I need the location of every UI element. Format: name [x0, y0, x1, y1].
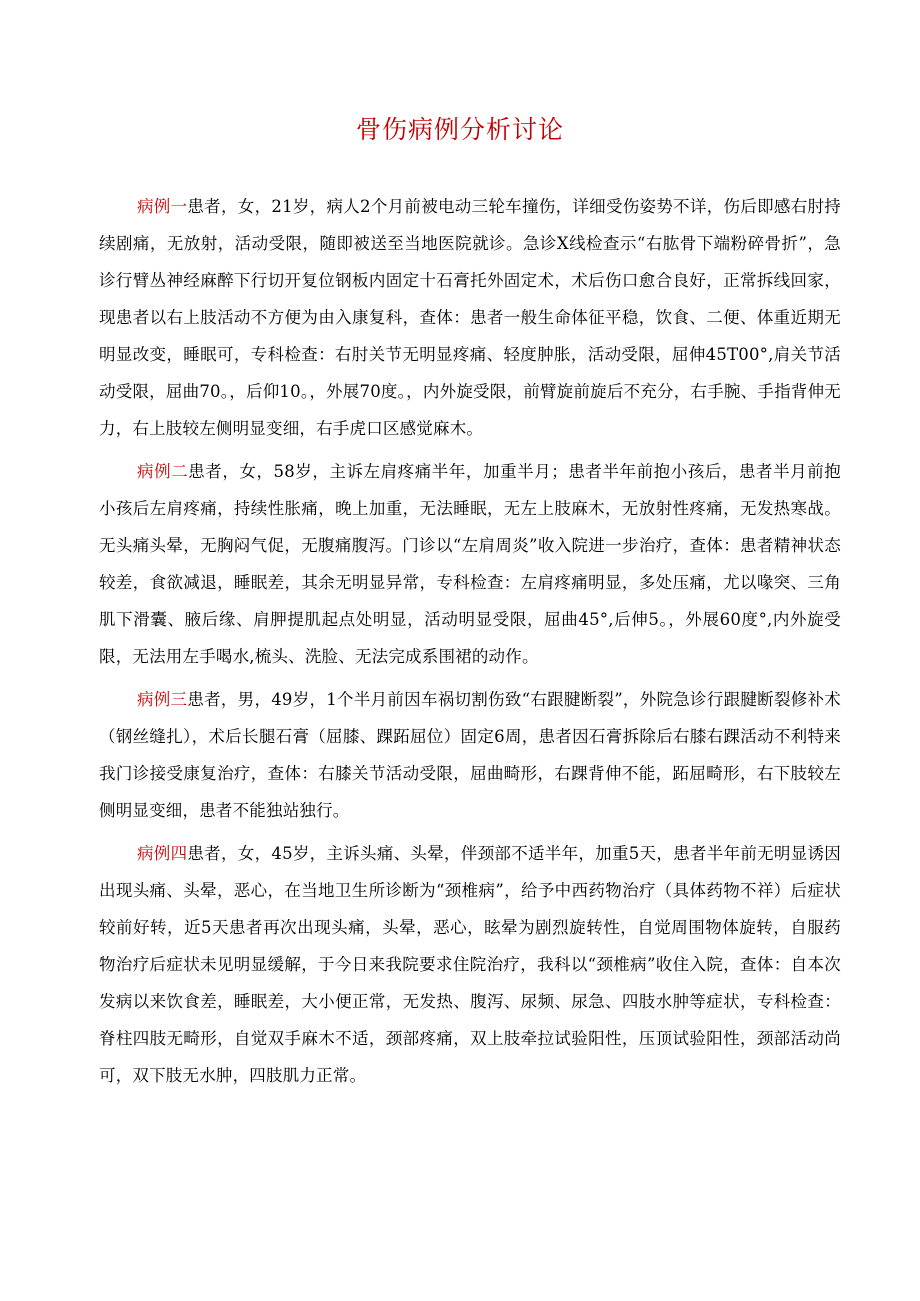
- case-text: 患者，女，21岁，病人2个月前被电动三轮车撞伤，详细受伤姿势不详，伤后即感右肘持续剧痛，无放射，活动受限，随即被送至当地医院就诊。急诊X线检查示“右肱骨下端粉碎骨折”，急诊行臂丛神经麻醉下行切开复位钢板内固定十石膏托外固定术，术后伤口愈合良好，正常拆线回家，现患者以右上肢活动不方便为由入康复科，查体：患者一般生命体征平稳，饮食、二便、体重近期无明显改变，睡眠可，专科检查：右肘关节无明显疼痛、轻度肿胀，活动受限，屈伸45T00°,肩关节活动受限，屈曲70。，后仰10。，外展70度。，内外旋受限，前臂旋前旋后不充分，右手腕、手指背伸无力，右上肢较左侧明显变细，右手虎口区感觉麻木。: [99, 197, 841, 438]
- case-label: 病例四: [137, 844, 188, 863]
- case-paragraph-3: [99, 681, 841, 829]
- case-paragraph-1: [99, 188, 841, 447]
- case-label: 病例二: [137, 462, 189, 481]
- document-body: [99, 188, 841, 1100]
- case-paragraph-2: [99, 453, 841, 675]
- case-label: 病例三: [137, 690, 188, 709]
- case-text: 患者，男，49岁，1个半月前因车祸切割伤致“右跟腱断裂”，外院急诊行跟腱断裂修补术（钢丝缝扎），术后长腿石膏（屈膝、踝跖屈位）固定6周，患者因石膏拆除后右膝右踝活动不利特来我门诊接受康复治疗，查体：右膝关节活动受限，屈曲畸形，右踝背伸不能，跖屈畸形，右下肢较左侧明显变细，患者不能独站独行。: [99, 690, 841, 820]
- document-title: 骨伤病例分析讨论: [355, 115, 564, 144]
- case-paragraph-4: [99, 835, 841, 1094]
- case-text: 患者，女，58岁，主诉左肩疼痛半年，加重半月；患者半年前抱小孩后，患者半月前抱小孩后左肩疼痛，持续性胀痛，晚上加重，无法睡眠，无左上肢麻木，无放射性疼痛，无发热寒战。无头痛头晕，无胸闷气促，无腹痛腹泻。门诊以“左肩周炎”收入院进一步治疗，查体：患者精神状态较差，食欲减退，睡眠差，其余无明显异常，专科检查：左肩疼痛明显，多处压痛，尤以喙突、三角肌下滑囊、腋后缘、肩胛提肌起点处明显，活动明显受限，屈曲45°,后伸5。，外展60度°,内外旋受限，无法用左手喝水,梳头、洗脸、无法完成系围裙的动作。: [99, 462, 841, 666]
- case-label: 病例一: [137, 197, 188, 216]
- case-text: 患者，女，45岁，主诉头痛、头晕，伴颈部不适半年，加重5天，患者半年前无明显诱因出现头痛、头晕，恶心，在当地卫生所诊断为“颈椎病”，给予中西药物治疗（具体药物不祥）后症状较前好转，近5天患者再次出现头痛，头晕，恶心，眩晕为剧烈旋转性，自觉周围物体旋转，自服药物治疗后症状未见明显缓解，于今日来我院要求住院治疗，我科以“颈椎病”收住入院，查体：自本次发病以来饮食差，睡眠差，大小便正常，无发热、腹泻、尿频、尿急、四肢水肿等症状，专科检查：脊柱四肢无畸形，自觉双手麻木不适，颈部疼痛，双上肢牵拉试验阳性，压顶试验阳性，颈部活动尚可，双下肢无水肿，四肢肌力正常。: [99, 844, 841, 1085]
